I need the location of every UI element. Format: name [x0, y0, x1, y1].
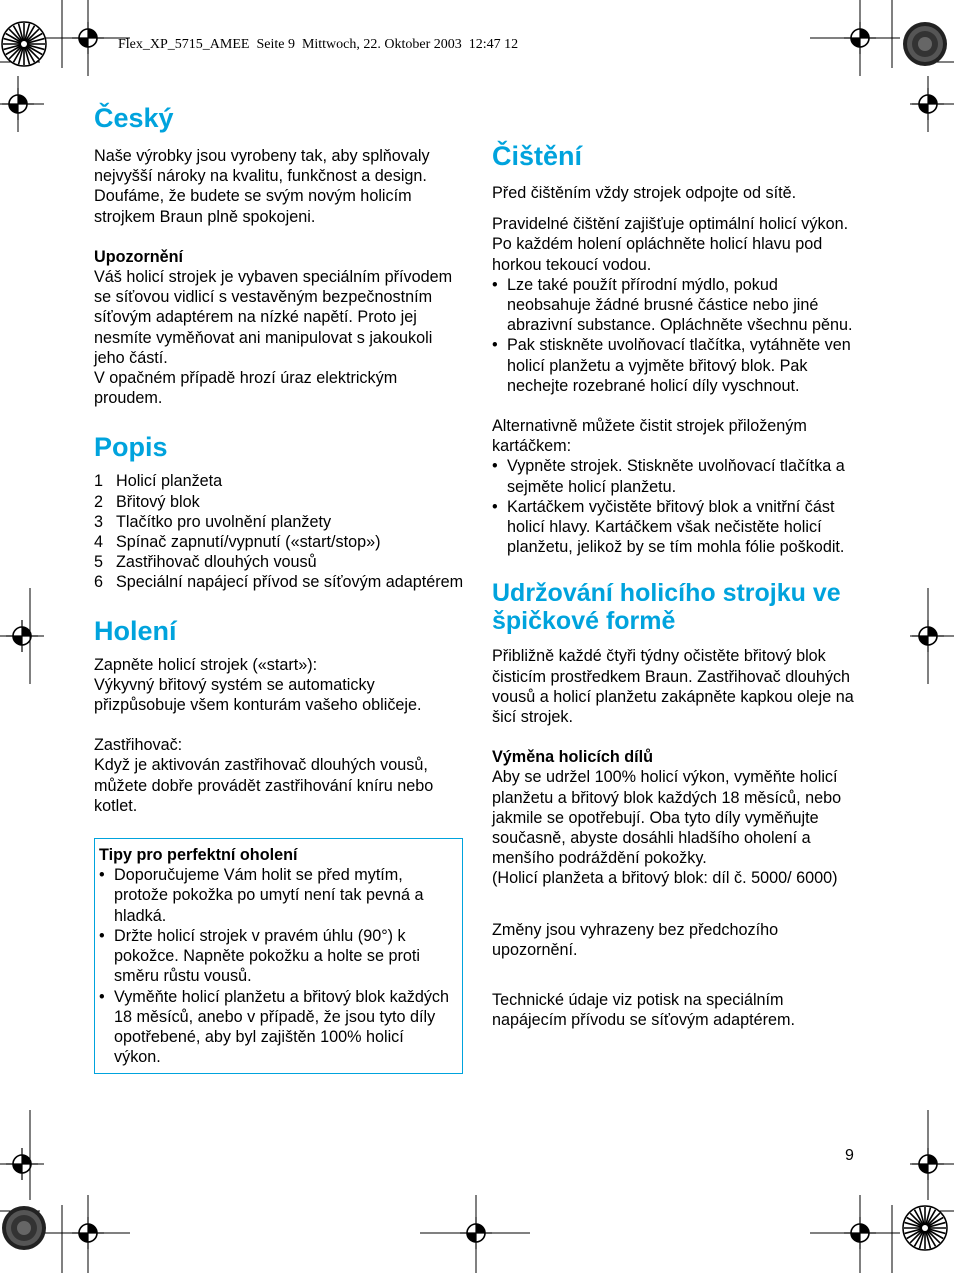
replacement-text: Aby se udržel 100% holicí výkon, vyměňte holicí planžetu a břitový blok každých 18 měsíců, nebo jakmile se opotřebují. Oba tyto díly vyměňujte současně, abyste dosáhli hladšího oholení a menšího podráždění pokožky.: [492, 768, 842, 868]
replacement-heading: Výměna holicích dílů: [492, 748, 654, 767]
warning-text-2: V opačném případě hrozí úraz elektrickým proudem.: [94, 369, 398, 408]
holeni-paragraph-1: Zapněte holicí strojek («start»):: [94, 655, 318, 674]
list-item: 5 Zastřihovač dlouhých vousů: [94, 553, 317, 572]
cisteni-title: Čištění: [492, 141, 583, 171]
list-item: • Vypněte strojek. Stiskněte uvolňovací tlačítka a sejměte holicí planžetu.: [492, 456, 860, 496]
alternative-paragraph: Alternativně můžete čistit strojek přiloženým kartáčkem:: [492, 417, 807, 456]
page-number: 9: [845, 1147, 854, 1164]
alternative-list: [492, 456, 860, 557]
intro-paragraph: Naše výrobky jsou vyrobeny tak, aby splňovaly nejvyšší nároky na kvalitu, funkčnost a design. Doufáme, že budete se svým novým holicím strojkem Braun plně spokojeni.: [94, 147, 430, 226]
list-item: 2 Břitový blok: [94, 492, 200, 511]
popis-title: Popis: [94, 432, 168, 463]
cisteni-paragraph-1: Před čištěním vždy strojek odpojte od sítě.: [492, 184, 797, 202]
list-item: • Kartáčkem vyčistěte břitový blok a vnitřní část holicí hlavy. Kartáčkem však nečistěte holicí planžetu, jelikož by se tím mohla fólie poškodit.: [492, 497, 860, 558]
cisteni-list: [492, 275, 860, 396]
warning-text: Váš holicí strojek je vybaven speciálním přívodem se síťovou vidlicí s vestavěným bezpečnostním síťovým adaptérem na nízké napětí. Proto jej nesmíte vyměňovat ani manipulovat s jakoukoli jeho částí.: [94, 268, 453, 367]
print-slug-line: Flex_XP_5715_AMEE Seite 9 Mittwoch, 22. Oktober 2003 12:47 12: [118, 37, 519, 52]
trimmer-label: Zastřihovač:: [94, 736, 183, 755]
right-column: [492, 141, 860, 1031]
list-item: • Lze také použít přírodní mýdlo, pokud neobsahuje žádné brusné částice nebo jiné abrazivní substance. Opláchněte všechnu pěnu.: [492, 275, 860, 336]
technical-data-notice: Technické údaje viz potisk na speciálním napájecím přívodu se síťovým adaptérem.: [492, 991, 795, 1030]
maintenance-paragraph: Přibližně každé čtyři týdny očistěte břitový blok čisticím prostředkem Braun. Zastřihovač dlouhých vousů a holicí planžetu zakápněte kapkou oleje na šicí strojek.: [492, 647, 854, 727]
language-title: Český: [94, 103, 174, 133]
tips-list: [99, 865, 454, 1067]
list-item: 4 Spínač zapnutí/vypnutí («start/stop»): [94, 533, 381, 552]
list-item: • Pak stiskněte uvolňovací tlačítka, vytáhněte ven holicí planžetu a vyjměte břitový blok. Pak nechejte rozebrané holicí díly vyschnout.: [492, 335, 860, 396]
tips-heading: Tipy pro perfektní oholení: [99, 846, 298, 865]
list-item: • Držte holicí strojek v pravém úhlu (90°) k pokožce. Napněte pokožku a holte se proti směru růstu vousů.: [99, 926, 454, 987]
list-item: • Doporučujeme Vám holit se před mytím, protože pokožka po umytí není tak pevná a hladká.: [99, 865, 454, 926]
list-item: 6 Speciální napájecí přívod se síťovým adaptérem: [94, 573, 464, 592]
holeni-title: Holení: [94, 615, 177, 646]
warning-heading: Upozornění: [94, 247, 184, 266]
list-item: • Vyměňte holicí planžetu a břitový blok každých 18 měsíců, anebo v případě, že jsou tyto díly opotřebené, aby byl zajištěn 100% holicí výkon.: [99, 987, 454, 1068]
replacement-parts: (Holicí planžeta a břitový blok: díl č. 5000/ 6000): [492, 869, 838, 888]
holeni-paragraph-2: Výkyvný břitový systém se automaticky přizpůsobuje všem konturám vašeho obličeje.: [94, 675, 422, 715]
tips-box: [94, 838, 463, 1074]
list-item: 3 Tlačítko pro uvolnění planžety: [94, 512, 332, 531]
left-column: [94, 103, 464, 1074]
maintenance-title: Udržování holicího strojku ve špičkové formě: [492, 579, 841, 636]
parts-list: [94, 471, 464, 592]
changes-notice: Změny jsou vyhrazeny bez předchozího upozornění.: [492, 920, 779, 959]
cisteni-paragraph-2: Pravidelné čištění zajišťuje optimální holicí výkon. Po každém holení opláchněte holicí hlavu pod horkou tekoucí vodou.: [492, 215, 849, 274]
list-item: 1 Holicí planžeta: [94, 472, 223, 491]
trimmer-text: Když je aktivován zastřihovač dlouhých vousů, můžete dobře provádět zastřihování kníru nebo kotlet.: [94, 756, 434, 815]
